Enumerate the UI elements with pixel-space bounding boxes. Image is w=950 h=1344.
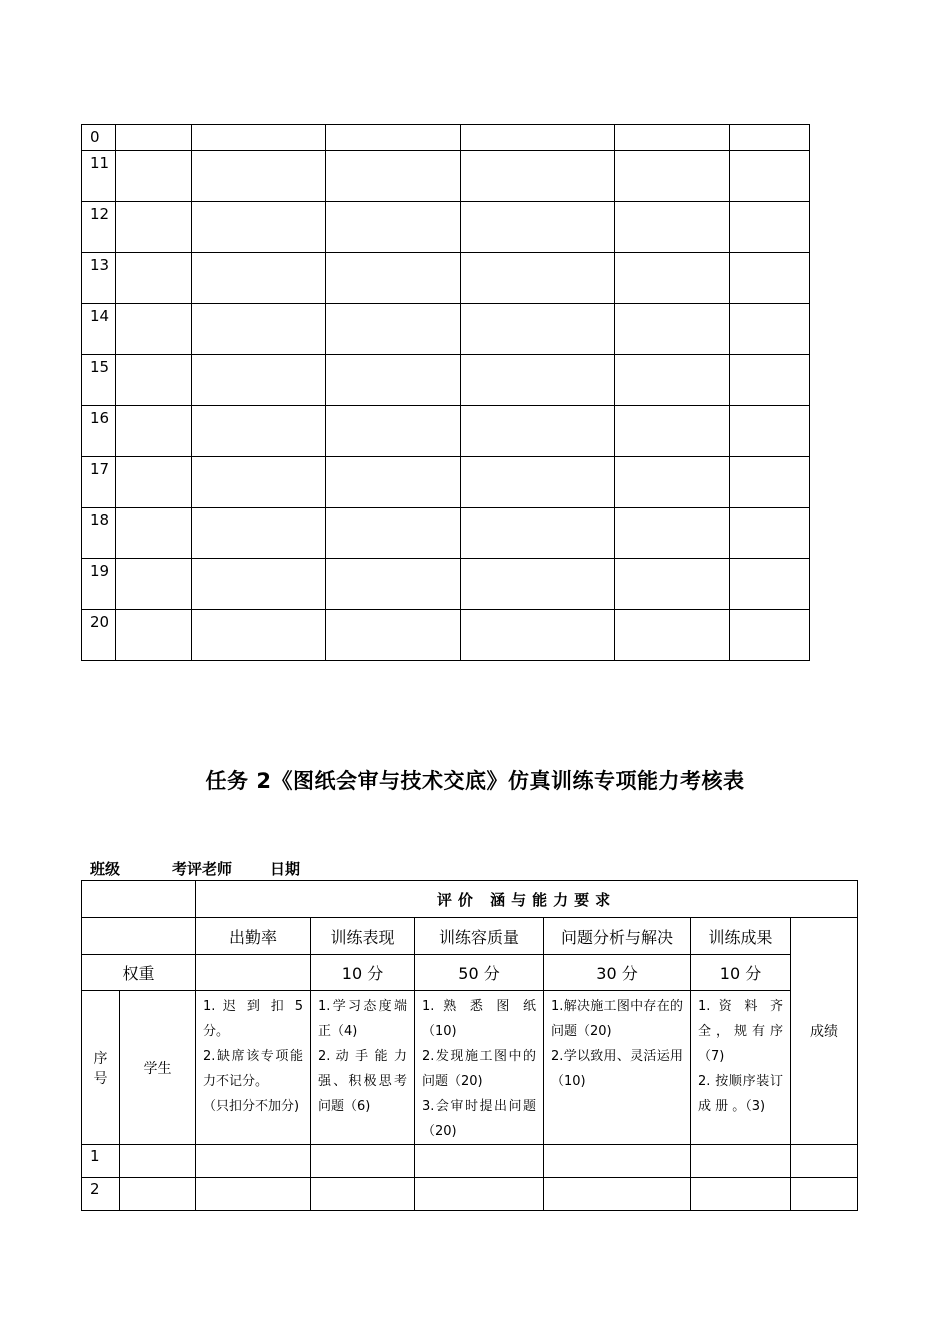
empty-cell xyxy=(730,508,810,559)
criteria-performance xyxy=(311,991,415,1145)
criteria-line: 1.解决施工图中存在的问题（20) xyxy=(551,999,683,1039)
column-header-row xyxy=(82,918,858,955)
criteria-line: 2.发现施工图中的问题（20) xyxy=(422,1049,536,1089)
empty-cell xyxy=(326,304,461,355)
empty-cell xyxy=(196,1178,311,1211)
date-label: 日期 xyxy=(270,860,301,878)
empty-cell xyxy=(192,406,326,457)
criteria-line: 2.缺席该专项能力不记分。 xyxy=(203,1049,303,1089)
score-header: 成绩 xyxy=(791,918,858,1145)
score-cell xyxy=(791,1178,858,1211)
criteria-line: 2. 按顺序装订 成 册 。（3) xyxy=(698,1074,783,1114)
empty-cell xyxy=(544,1145,691,1178)
criteria-line: 1. 资 料 齐全，规有序（7) xyxy=(698,999,783,1064)
empty-cell xyxy=(461,457,615,508)
col-content-quality: 训练容质量 xyxy=(415,918,544,955)
empty-cell xyxy=(461,253,615,304)
empty-cell xyxy=(326,457,461,508)
row-number: 12 xyxy=(82,202,116,253)
empty-cell xyxy=(615,610,730,661)
empty-cell xyxy=(461,304,615,355)
empty-cell xyxy=(461,355,615,406)
row-number: 20 xyxy=(82,610,116,661)
seq-label: 序号 xyxy=(82,991,120,1145)
empty-cell xyxy=(326,559,461,610)
weight-attendance xyxy=(196,955,311,991)
table-row xyxy=(82,508,810,559)
table-row xyxy=(82,355,810,406)
row-number: 18 xyxy=(82,508,116,559)
header-blank-cell xyxy=(82,881,196,918)
empty-cell xyxy=(461,610,615,661)
empty-cell xyxy=(116,151,192,202)
empty-cell xyxy=(192,202,326,253)
row-number: 15 xyxy=(82,355,116,406)
empty-cell xyxy=(461,202,615,253)
empty-cell xyxy=(116,253,192,304)
criteria-content-quality xyxy=(415,991,544,1145)
weight-results: 10 分 xyxy=(691,955,791,991)
column-header-blank xyxy=(82,918,196,955)
student-label: 学生 xyxy=(120,991,196,1145)
empty-cell xyxy=(116,125,192,151)
page-title: 任务 2《图纸会审与技术交底》仿真训练专项能力考核表 xyxy=(205,769,745,793)
empty-cell xyxy=(730,610,810,661)
empty-cell xyxy=(615,151,730,202)
empty-cell xyxy=(615,253,730,304)
empty-cell xyxy=(192,457,326,508)
empty-cell xyxy=(311,1178,415,1211)
empty-cell xyxy=(116,202,192,253)
empty-cell xyxy=(415,1178,544,1211)
col-attendance: 出勤率 xyxy=(196,918,311,955)
empty-cell xyxy=(192,610,326,661)
table-row xyxy=(82,125,810,151)
weight-performance: 10 分 xyxy=(311,955,415,991)
empty-cell xyxy=(730,559,810,610)
empty-cell xyxy=(730,355,810,406)
empty-cell xyxy=(730,304,810,355)
empty-cell xyxy=(326,151,461,202)
empty-cell xyxy=(730,406,810,457)
empty-cell xyxy=(116,355,192,406)
empty-cell xyxy=(615,355,730,406)
criteria-line: 1. 熟 悉 图 纸（10) xyxy=(422,999,536,1039)
weight-problem-solving: 30 分 xyxy=(544,955,691,991)
weight-row xyxy=(82,955,858,991)
empty-cell xyxy=(116,559,192,610)
row-number: 11 xyxy=(82,151,116,202)
score-cell xyxy=(791,1145,858,1178)
row-number: 2 xyxy=(82,1178,120,1211)
empty-cell xyxy=(461,508,615,559)
empty-cell xyxy=(461,406,615,457)
empty-cell xyxy=(192,355,326,406)
empty-cell xyxy=(326,202,461,253)
criteria-line: 2.学以致用、灵活运用（10) xyxy=(551,1049,683,1089)
empty-cell xyxy=(116,508,192,559)
empty-cell xyxy=(192,559,326,610)
header-row-main xyxy=(82,881,858,918)
empty-cell xyxy=(461,125,615,151)
criteria-attendance xyxy=(196,991,311,1145)
empty-cell xyxy=(116,304,192,355)
empty-cell xyxy=(326,253,461,304)
empty-cell xyxy=(461,559,615,610)
row-number: 1 xyxy=(82,1145,120,1178)
empty-cell xyxy=(196,1145,311,1178)
empty-cell xyxy=(326,610,461,661)
empty-cell xyxy=(615,508,730,559)
empty-cell xyxy=(615,406,730,457)
table-row xyxy=(82,457,810,508)
table-row xyxy=(82,253,810,304)
empty-cell xyxy=(116,406,192,457)
row-number: 14 xyxy=(82,304,116,355)
empty-cell xyxy=(326,125,461,151)
empty-cell xyxy=(615,304,730,355)
assessment-table xyxy=(81,880,858,1211)
weight-content-quality: 50 分 xyxy=(415,955,544,991)
teacher-label: 考评老师 xyxy=(172,860,233,878)
col-results: 训练成果 xyxy=(691,918,791,955)
student-table-continued xyxy=(81,124,810,661)
student-cell xyxy=(120,1178,196,1211)
student-cell xyxy=(120,1145,196,1178)
empty-cell xyxy=(730,202,810,253)
row-number: 16 xyxy=(82,406,116,457)
criteria-row xyxy=(82,991,858,1145)
criteria-results xyxy=(691,991,791,1145)
row-number: 13 xyxy=(82,253,116,304)
col-problem-solving: 问题分析与解决 xyxy=(544,918,691,955)
empty-cell xyxy=(192,125,326,151)
empty-cell xyxy=(116,457,192,508)
empty-cell xyxy=(415,1145,544,1178)
criteria-line: 2. 动 手 能 力强、积极思考问题（6) xyxy=(318,1049,407,1114)
empty-cell xyxy=(615,559,730,610)
empty-cell xyxy=(461,151,615,202)
empty-cell xyxy=(326,508,461,559)
table-row xyxy=(82,304,810,355)
table-row xyxy=(82,559,810,610)
empty-cell xyxy=(326,406,461,457)
empty-cell xyxy=(326,355,461,406)
empty-cell xyxy=(615,457,730,508)
empty-cell xyxy=(192,253,326,304)
meta-line xyxy=(90,858,300,879)
col-performance: 训练表现 xyxy=(311,918,415,955)
empty-cell xyxy=(615,125,730,151)
table-row xyxy=(82,1178,858,1211)
empty-cell xyxy=(544,1178,691,1211)
table-row xyxy=(82,151,810,202)
criteria-line: （只扣分不加分) xyxy=(203,1099,300,1114)
row-number: 0 xyxy=(82,125,116,151)
empty-cell xyxy=(192,508,326,559)
empty-cell xyxy=(730,457,810,508)
empty-cell xyxy=(116,610,192,661)
table-row xyxy=(82,1145,858,1178)
empty-cell xyxy=(730,253,810,304)
empty-cell xyxy=(311,1145,415,1178)
table-row xyxy=(82,406,810,457)
criteria-line: 1. 迟 到 扣 5 分。 xyxy=(203,999,303,1039)
class-label: 班级 xyxy=(90,860,121,878)
table-row xyxy=(82,610,810,661)
weight-label: 权重 xyxy=(82,955,196,991)
criteria-line: 1.学习态度端正（4) xyxy=(318,999,407,1039)
criteria-line: 3.会审时提出问题（20) xyxy=(422,1099,536,1139)
empty-cell xyxy=(691,1178,791,1211)
header-main-cell: 评价 涵与能力要求 xyxy=(196,881,858,918)
criteria-problem-solving xyxy=(544,991,691,1145)
row-number: 17 xyxy=(82,457,116,508)
row-number: 19 xyxy=(82,559,116,610)
empty-cell xyxy=(730,125,810,151)
empty-cell xyxy=(192,304,326,355)
table-row xyxy=(82,202,810,253)
empty-cell xyxy=(691,1145,791,1178)
empty-cell xyxy=(730,151,810,202)
empty-cell xyxy=(192,151,326,202)
empty-cell xyxy=(615,202,730,253)
